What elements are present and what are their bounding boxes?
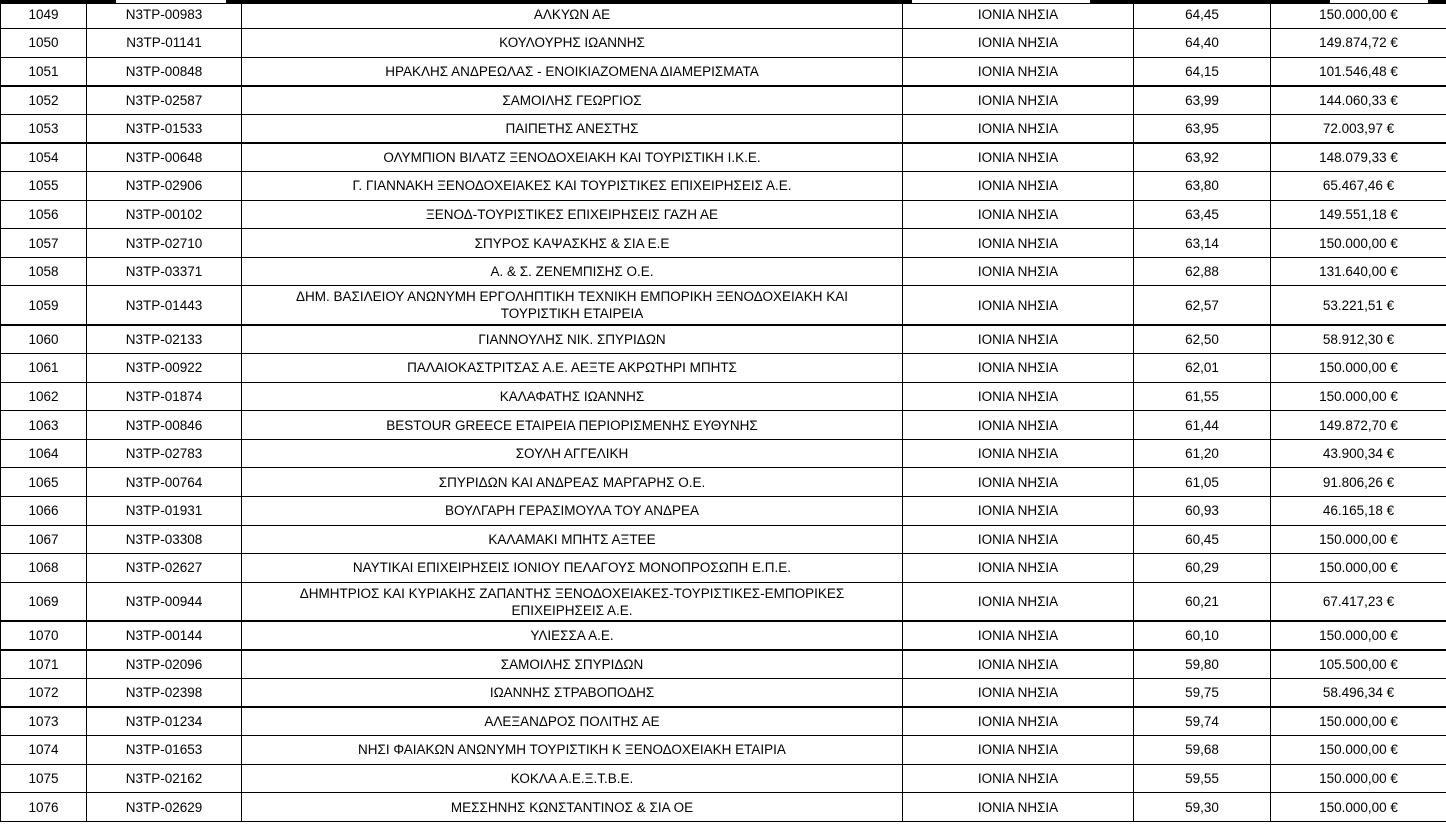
beneficiary-name-cell: ΑΛΕΞΑΝΔΡΟΣ ΠΟΛΙΤΗΣ ΑΕ xyxy=(242,707,903,736)
region-cell: ΙΟΝΙΑ ΝΗΣΙΑ xyxy=(903,286,1134,325)
table-row xyxy=(1,257,1446,286)
amount-cell: 150.000,00 € xyxy=(1271,764,1446,793)
beneficiary-name-cell: ΚΑΛΑΜΑΚΙ ΜΠΗΤΣ ΑΞΤΕΕ xyxy=(242,525,903,554)
beneficiary-name-cell: ΠΑΛΑΙΟΚΑΣΤΡΙΤΣΑΣ Α.Ε. ΑΕΞΤΕ ΑΚΡΩΤΗΡΙ ΜΠΗΤΣ xyxy=(242,354,903,383)
header-gap xyxy=(912,0,1090,3)
region-cell: ΙΟΝΙΑ ΝΗΣΙΑ xyxy=(903,29,1134,58)
beneficiary-name-cell: ΞΕΝΟΔ-ΤΟΥΡΙΣΤΙΚΕΣ ΕΠΙΧΕΙΡΗΣΕΙΣ ΓΑΖΗ ΑΕ xyxy=(242,200,903,229)
application-code-cell: N3TP-01653 xyxy=(87,736,242,765)
table-row xyxy=(1,678,1446,707)
beneficiary-name-cell: ΝΑΥΤΙΚΑΙ ΕΠΙΧΕΙΡΗΣΕΙΣ ΙΟΝΙΟΥ ΠΕΛΑΓΟΥΣ ΜΟΝΟΠΡΟΣΩΠΗ Ε.Π.Ε. xyxy=(242,554,903,583)
application-code-cell: N3TP-01234 xyxy=(87,707,242,736)
score-cell: 61,05 xyxy=(1134,468,1271,497)
table-row xyxy=(1,354,1446,383)
beneficiary-name-cell: ΚΟΚΛΑ Α.Ε.Ξ.Τ.Β.Ε. xyxy=(242,764,903,793)
score-cell: 61,55 xyxy=(1134,382,1271,411)
region-cell: ΙΟΝΙΑ ΝΗΣΙΑ xyxy=(903,382,1134,411)
row-number-cell: 1055 xyxy=(1,172,87,201)
score-cell: 59,80 xyxy=(1134,650,1271,679)
table-row xyxy=(1,468,1446,497)
table-body xyxy=(1,0,1446,821)
table-row xyxy=(1,200,1446,229)
table-row xyxy=(1,621,1446,650)
table-row xyxy=(1,793,1446,822)
table-row xyxy=(1,0,1446,29)
table-row xyxy=(1,229,1446,258)
amount-cell: 148.079,33 € xyxy=(1271,143,1446,172)
row-number-cell: 1070 xyxy=(1,621,87,650)
region-cell: ΙΟΝΙΑ ΝΗΣΙΑ xyxy=(903,525,1134,554)
amount-cell: 72.003,97 € xyxy=(1271,114,1446,143)
row-number-cell: 1064 xyxy=(1,439,87,468)
region-cell: ΙΟΝΙΑ ΝΗΣΙΑ xyxy=(903,582,1134,621)
amount-cell: 150.000,00 € xyxy=(1271,0,1446,29)
application-code-cell: N3TP-01931 xyxy=(87,497,242,526)
beneficiary-name-cell: ΚΑΛΑΦΑΤΗΣ ΙΩΑΝΝΗΣ xyxy=(242,382,903,411)
region-cell: ΙΟΝΙΑ ΝΗΣΙΑ xyxy=(903,764,1134,793)
row-number-cell: 1068 xyxy=(1,554,87,583)
score-cell: 63,95 xyxy=(1134,114,1271,143)
score-cell: 62,88 xyxy=(1134,257,1271,286)
header-gap xyxy=(116,0,226,3)
amount-cell: 149.872,70 € xyxy=(1271,411,1446,440)
row-number-cell: 1059 xyxy=(1,286,87,325)
beneficiary-name-cell: ΙΩΑΝΝΗΣ ΣΤΡΑΒΟΠΟΔΗΣ xyxy=(242,678,903,707)
region-cell: ΙΟΝΙΑ ΝΗΣΙΑ xyxy=(903,86,1134,115)
score-cell: 59,30 xyxy=(1134,793,1271,822)
row-number-cell: 1067 xyxy=(1,525,87,554)
score-cell: 60,93 xyxy=(1134,497,1271,526)
table-row xyxy=(1,650,1446,679)
score-cell: 62,50 xyxy=(1134,325,1271,354)
beneficiary-name-cell: ΚΟΥΛΟΥΡΗΣ ΙΩΑΝΝΗΣ xyxy=(242,29,903,58)
application-code-cell: N3TP-02398 xyxy=(87,678,242,707)
table-row xyxy=(1,707,1446,736)
row-number-cell: 1069 xyxy=(1,582,87,621)
application-code-cell: N3TP-01533 xyxy=(87,114,242,143)
row-number-cell: 1051 xyxy=(1,57,87,86)
row-number-cell: 1060 xyxy=(1,325,87,354)
application-code-cell: N3TP-00144 xyxy=(87,621,242,650)
table-row xyxy=(1,582,1446,621)
score-cell: 63,99 xyxy=(1134,86,1271,115)
application-code-cell: N3TP-00848 xyxy=(87,57,242,86)
table-row xyxy=(1,554,1446,583)
region-cell: ΙΟΝΙΑ ΝΗΣΙΑ xyxy=(903,0,1134,29)
table-row xyxy=(1,411,1446,440)
region-cell: ΙΟΝΙΑ ΝΗΣΙΑ xyxy=(903,229,1134,258)
score-cell: 64,40 xyxy=(1134,29,1271,58)
score-cell: 60,45 xyxy=(1134,525,1271,554)
beneficiary-name-cell: ΓΙΑΝΝΟΥΛΗΣ ΝΙΚ. ΣΠΥΡΙΔΩΝ xyxy=(242,325,903,354)
table-row xyxy=(1,764,1446,793)
amount-cell: 101.546,48 € xyxy=(1271,57,1446,86)
score-cell: 59,68 xyxy=(1134,736,1271,765)
row-number-cell: 1061 xyxy=(1,354,87,383)
application-code-cell: N3TP-02096 xyxy=(87,650,242,679)
amount-cell: 150.000,00 € xyxy=(1271,736,1446,765)
row-number-cell: 1073 xyxy=(1,707,87,736)
table-row xyxy=(1,736,1446,765)
table-row xyxy=(1,172,1446,201)
score-cell: 64,15 xyxy=(1134,57,1271,86)
amount-cell: 149.551,18 € xyxy=(1271,200,1446,229)
application-code-cell: N3TP-02133 xyxy=(87,325,242,354)
row-number-cell: 1053 xyxy=(1,114,87,143)
table-row xyxy=(1,143,1446,172)
row-number-cell: 1076 xyxy=(1,793,87,822)
beneficiary-name-cell: ΣΑΜΟΙΛΗΣ ΣΠΥΡΙΔΩΝ xyxy=(242,650,903,679)
region-cell: ΙΟΝΙΑ ΝΗΣΙΑ xyxy=(903,707,1134,736)
application-code-cell: N3TP-02162 xyxy=(87,764,242,793)
score-cell: 63,92 xyxy=(1134,143,1271,172)
region-cell: ΙΟΝΙΑ ΝΗΣΙΑ xyxy=(903,497,1134,526)
region-cell: ΙΟΝΙΑ ΝΗΣΙΑ xyxy=(903,411,1134,440)
amount-cell: 150.000,00 € xyxy=(1271,793,1446,822)
application-code-cell: N3TP-02587 xyxy=(87,86,242,115)
amount-cell: 150.000,00 € xyxy=(1271,525,1446,554)
table-row xyxy=(1,382,1446,411)
application-code-cell: N3TP-02710 xyxy=(87,229,242,258)
beneficiary-name-cell: BESTOUR GREECE ΕΤΑΙΡΕΙΑ ΠΕΡΙΟΡΙΣΜΕΝΗΣ ΕΥΘΥΝΗΣ xyxy=(242,411,903,440)
amount-cell: 144.060,33 € xyxy=(1271,86,1446,115)
row-number-cell: 1058 xyxy=(1,257,87,286)
amount-cell: 131.640,00 € xyxy=(1271,257,1446,286)
amount-cell: 150.000,00 € xyxy=(1271,354,1446,383)
beneficiary-name-cell: ΔΗΜ. ΒΑΣΙΛΕΙΟΥ ΑΝΩΝΥΜΗ ΕΡΓΟΛΗΠΤΙΚΗ ΤΕΧΝΙΚΗ ΕΜΠΟΡΙΚΗ ΞΕΝΟΔΟΧΕΙΑΚΗ ΚΑΙ ΤΟΥΡΙΣΤΙΚΗ ΕΤΑΙΡΕΙΑ xyxy=(242,286,903,325)
amount-cell: 65.467,46 € xyxy=(1271,172,1446,201)
row-number-cell: 1072 xyxy=(1,678,87,707)
amount-cell: 58.496,34 € xyxy=(1271,678,1446,707)
table-row xyxy=(1,525,1446,554)
score-cell: 61,44 xyxy=(1134,411,1271,440)
row-number-cell: 1052 xyxy=(1,86,87,115)
region-cell: ΙΟΝΙΑ ΝΗΣΙΑ xyxy=(903,114,1134,143)
application-code-cell: N3TP-00983 xyxy=(87,0,242,29)
region-cell: ΙΟΝΙΑ ΝΗΣΙΑ xyxy=(903,354,1134,383)
region-cell: ΙΟΝΙΑ ΝΗΣΙΑ xyxy=(903,200,1134,229)
row-number-cell: 1062 xyxy=(1,382,87,411)
region-cell: ΙΟΝΙΑ ΝΗΣΙΑ xyxy=(903,172,1134,201)
beneficiary-name-cell: ΠΑΙΠΕΤΗΣ ΑΝΕΣΤΗΣ xyxy=(242,114,903,143)
beneficiary-name-cell: ΣΠΥΡΙΔΩΝ ΚΑΙ ΑΝΔΡΕΑΣ ΜΑΡΓΑΡΗΣ Ο.Ε. xyxy=(242,468,903,497)
amount-cell: 150.000,00 € xyxy=(1271,382,1446,411)
beneficiary-name-cell: ΒΟΥΛΓΑΡΗ ΓΕΡΑΣΙΜΟΥΛΑ ΤΟΥ ΑΝΔΡΕΑ xyxy=(242,497,903,526)
table-row xyxy=(1,286,1446,325)
score-cell: 63,80 xyxy=(1134,172,1271,201)
score-cell: 63,14 xyxy=(1134,229,1271,258)
score-cell: 63,45 xyxy=(1134,200,1271,229)
application-code-cell: N3TP-02906 xyxy=(87,172,242,201)
row-number-cell: 1075 xyxy=(1,764,87,793)
beneficiary-name-cell: ΟΛΥΜΠΙΟΝ ΒΙΛΑΤΖ ΞΕΝΟΔΟΧΕΙΑΚΗ ΚΑΙ ΤΟΥΡΙΣΤΙΚΗ Ι.Κ.Ε. xyxy=(242,143,903,172)
application-code-cell: N3TP-03371 xyxy=(87,257,242,286)
amount-cell: 150.000,00 € xyxy=(1271,707,1446,736)
beneficiary-name-cell: ΝΗΣΙ ΦΑΙΑΚΩΝ ΑΝΩΝΥΜΗ ΤΟΥΡΙΣΤΙΚΗ Κ ΞΕΝΟΔΟΧΕΙΑΚΗ ΕΤΑΙΡΙΑ xyxy=(242,736,903,765)
application-code-cell: N3TP-00764 xyxy=(87,468,242,497)
application-code-cell: N3TP-01874 xyxy=(87,382,242,411)
amount-cell: 58.912,30 € xyxy=(1271,325,1446,354)
row-number-cell: 1050 xyxy=(1,29,87,58)
application-code-cell: N3TP-00648 xyxy=(87,143,242,172)
beneficiary-name-cell: ΑΛΚΥΩΝ ΑΕ xyxy=(242,0,903,29)
beneficiary-name-cell: ΣΑΜΟΙΛΗΣ ΓΕΩΡΓΙΟΣ xyxy=(242,86,903,115)
application-code-cell: N3TP-00102 xyxy=(87,200,242,229)
application-code-cell: N3TP-00846 xyxy=(87,411,242,440)
region-cell: ΙΟΝΙΑ ΝΗΣΙΑ xyxy=(903,57,1134,86)
table-row xyxy=(1,29,1446,58)
amount-cell: 105.500,00 € xyxy=(1271,650,1446,679)
table-row xyxy=(1,325,1446,354)
score-cell: 60,21 xyxy=(1134,582,1271,621)
application-code-cell: N3TP-03308 xyxy=(87,525,242,554)
region-cell: ΙΟΝΙΑ ΝΗΣΙΑ xyxy=(903,439,1134,468)
table-row xyxy=(1,439,1446,468)
region-cell: ΙΟΝΙΑ ΝΗΣΙΑ xyxy=(903,468,1134,497)
region-cell: ΙΟΝΙΑ ΝΗΣΙΑ xyxy=(903,650,1134,679)
region-cell: ΙΟΝΙΑ ΝΗΣΙΑ xyxy=(903,678,1134,707)
score-cell: 60,29 xyxy=(1134,554,1271,583)
table-row xyxy=(1,57,1446,86)
score-cell: 59,75 xyxy=(1134,678,1271,707)
row-number-cell: 1049 xyxy=(1,0,87,29)
score-cell: 59,74 xyxy=(1134,707,1271,736)
amount-cell: 150.000,00 € xyxy=(1271,621,1446,650)
beneficiary-name-cell: ΣΠΥΡΟΣ ΚΑΨΑΣΚΗΣ & ΣΙΑ Ε.Ε xyxy=(242,229,903,258)
application-code-cell: N3TP-02627 xyxy=(87,554,242,583)
beneficiary-name-cell: ΗΡΑΚΛΗΣ ΑΝΔΡΕΩΛΑΣ - ΕΝΟΙΚΙΑΖΟΜΕΝΑ ΔΙΑΜΕΡΙΣΜΑΤΑ xyxy=(242,57,903,86)
amount-cell: 150.000,00 € xyxy=(1271,554,1446,583)
application-code-cell: N3TP-00922 xyxy=(87,354,242,383)
row-number-cell: 1071 xyxy=(1,650,87,679)
beneficiary-name-cell: ΥΛΙΕΣΣΑ Α.Ε. xyxy=(242,621,903,650)
score-cell: 62,01 xyxy=(1134,354,1271,383)
region-cell: ΙΟΝΙΑ ΝΗΣΙΑ xyxy=(903,257,1134,286)
application-code-cell: N3TP-00944 xyxy=(87,582,242,621)
beneficiary-name-cell: ΣΟΥΛΗ ΑΓΓΕΛΙΚΗ xyxy=(242,439,903,468)
amount-cell: 150.000,00 € xyxy=(1271,229,1446,258)
region-cell: ΙΟΝΙΑ ΝΗΣΙΑ xyxy=(903,325,1134,354)
table-row xyxy=(1,86,1446,115)
score-cell: 64,45 xyxy=(1134,0,1271,29)
amount-cell: 43.900,34 € xyxy=(1271,439,1446,468)
region-cell: ΙΟΝΙΑ ΝΗΣΙΑ xyxy=(903,793,1134,822)
region-cell: ΙΟΝΙΑ ΝΗΣΙΑ xyxy=(903,621,1134,650)
beneficiary-name-cell: ΜΕΣΣΗΝΗΣ ΚΩΝΣΤΑΝΤΙΝΟΣ & ΣΙΑ ΟΕ xyxy=(242,793,903,822)
score-cell: 62,57 xyxy=(1134,286,1271,325)
beneficiary-name-cell: ΔΗΜΗΤΡΙΟΣ ΚΑΙ ΚΥΡΙΑΚΗΣ ΖΑΠΑΝΤΗΣ ΞΕΝΟΔΟΧΕΙΑΚΕΣ-ΤΟΥΡΙΣΤΙΚΕΣ-ΕΜΠΟΡΙΚΕΣ ΕΠΙΧΕΙΡΗΣΕΙΣ Α.Ε. xyxy=(242,582,903,621)
row-number-cell: 1056 xyxy=(1,200,87,229)
row-number-cell: 1057 xyxy=(1,229,87,258)
row-number-cell: 1054 xyxy=(1,143,87,172)
application-code-cell: N3TP-01443 xyxy=(87,286,242,325)
row-number-cell: 1065 xyxy=(1,468,87,497)
amount-cell: 67.417,23 € xyxy=(1271,582,1446,621)
row-number-cell: 1063 xyxy=(1,411,87,440)
row-number-cell: 1066 xyxy=(1,497,87,526)
application-code-cell: N3TP-01141 xyxy=(87,29,242,58)
row-number-cell: 1074 xyxy=(1,736,87,765)
amount-cell: 46.165,18 € xyxy=(1271,497,1446,526)
region-cell: ΙΟΝΙΑ ΝΗΣΙΑ xyxy=(903,554,1134,583)
amount-cell: 149.874,72 € xyxy=(1271,29,1446,58)
application-code-cell: N3TP-02629 xyxy=(87,793,242,822)
amount-cell: 91.806,26 € xyxy=(1271,468,1446,497)
table-row xyxy=(1,114,1446,143)
table-row xyxy=(1,497,1446,526)
region-cell: ΙΟΝΙΑ ΝΗΣΙΑ xyxy=(903,736,1134,765)
region-cell: ΙΟΝΙΑ ΝΗΣΙΑ xyxy=(903,143,1134,172)
score-cell: 60,10 xyxy=(1134,621,1271,650)
score-cell: 61,20 xyxy=(1134,439,1271,468)
amount-cell: 53.221,51 € xyxy=(1271,286,1446,325)
beneficiary-name-cell: Α. & Σ. ΖΕΝΕΜΠΙΣΗΣ Ο.Ε. xyxy=(242,257,903,286)
application-code-cell: N3TP-02783 xyxy=(87,439,242,468)
header-gap xyxy=(1330,0,1428,3)
score-cell: 59,55 xyxy=(1134,764,1271,793)
beneficiary-name-cell: Γ. ΓΙΑΝΝΑΚΗ ΞΕΝΟΔΟΧΕΙΑΚΕΣ ΚΑΙ ΤΟΥΡΙΣΤΙΚΕΣ ΕΠΙΧΕΙΡΗΣΕΙΣ Α.Ε. xyxy=(242,172,903,201)
